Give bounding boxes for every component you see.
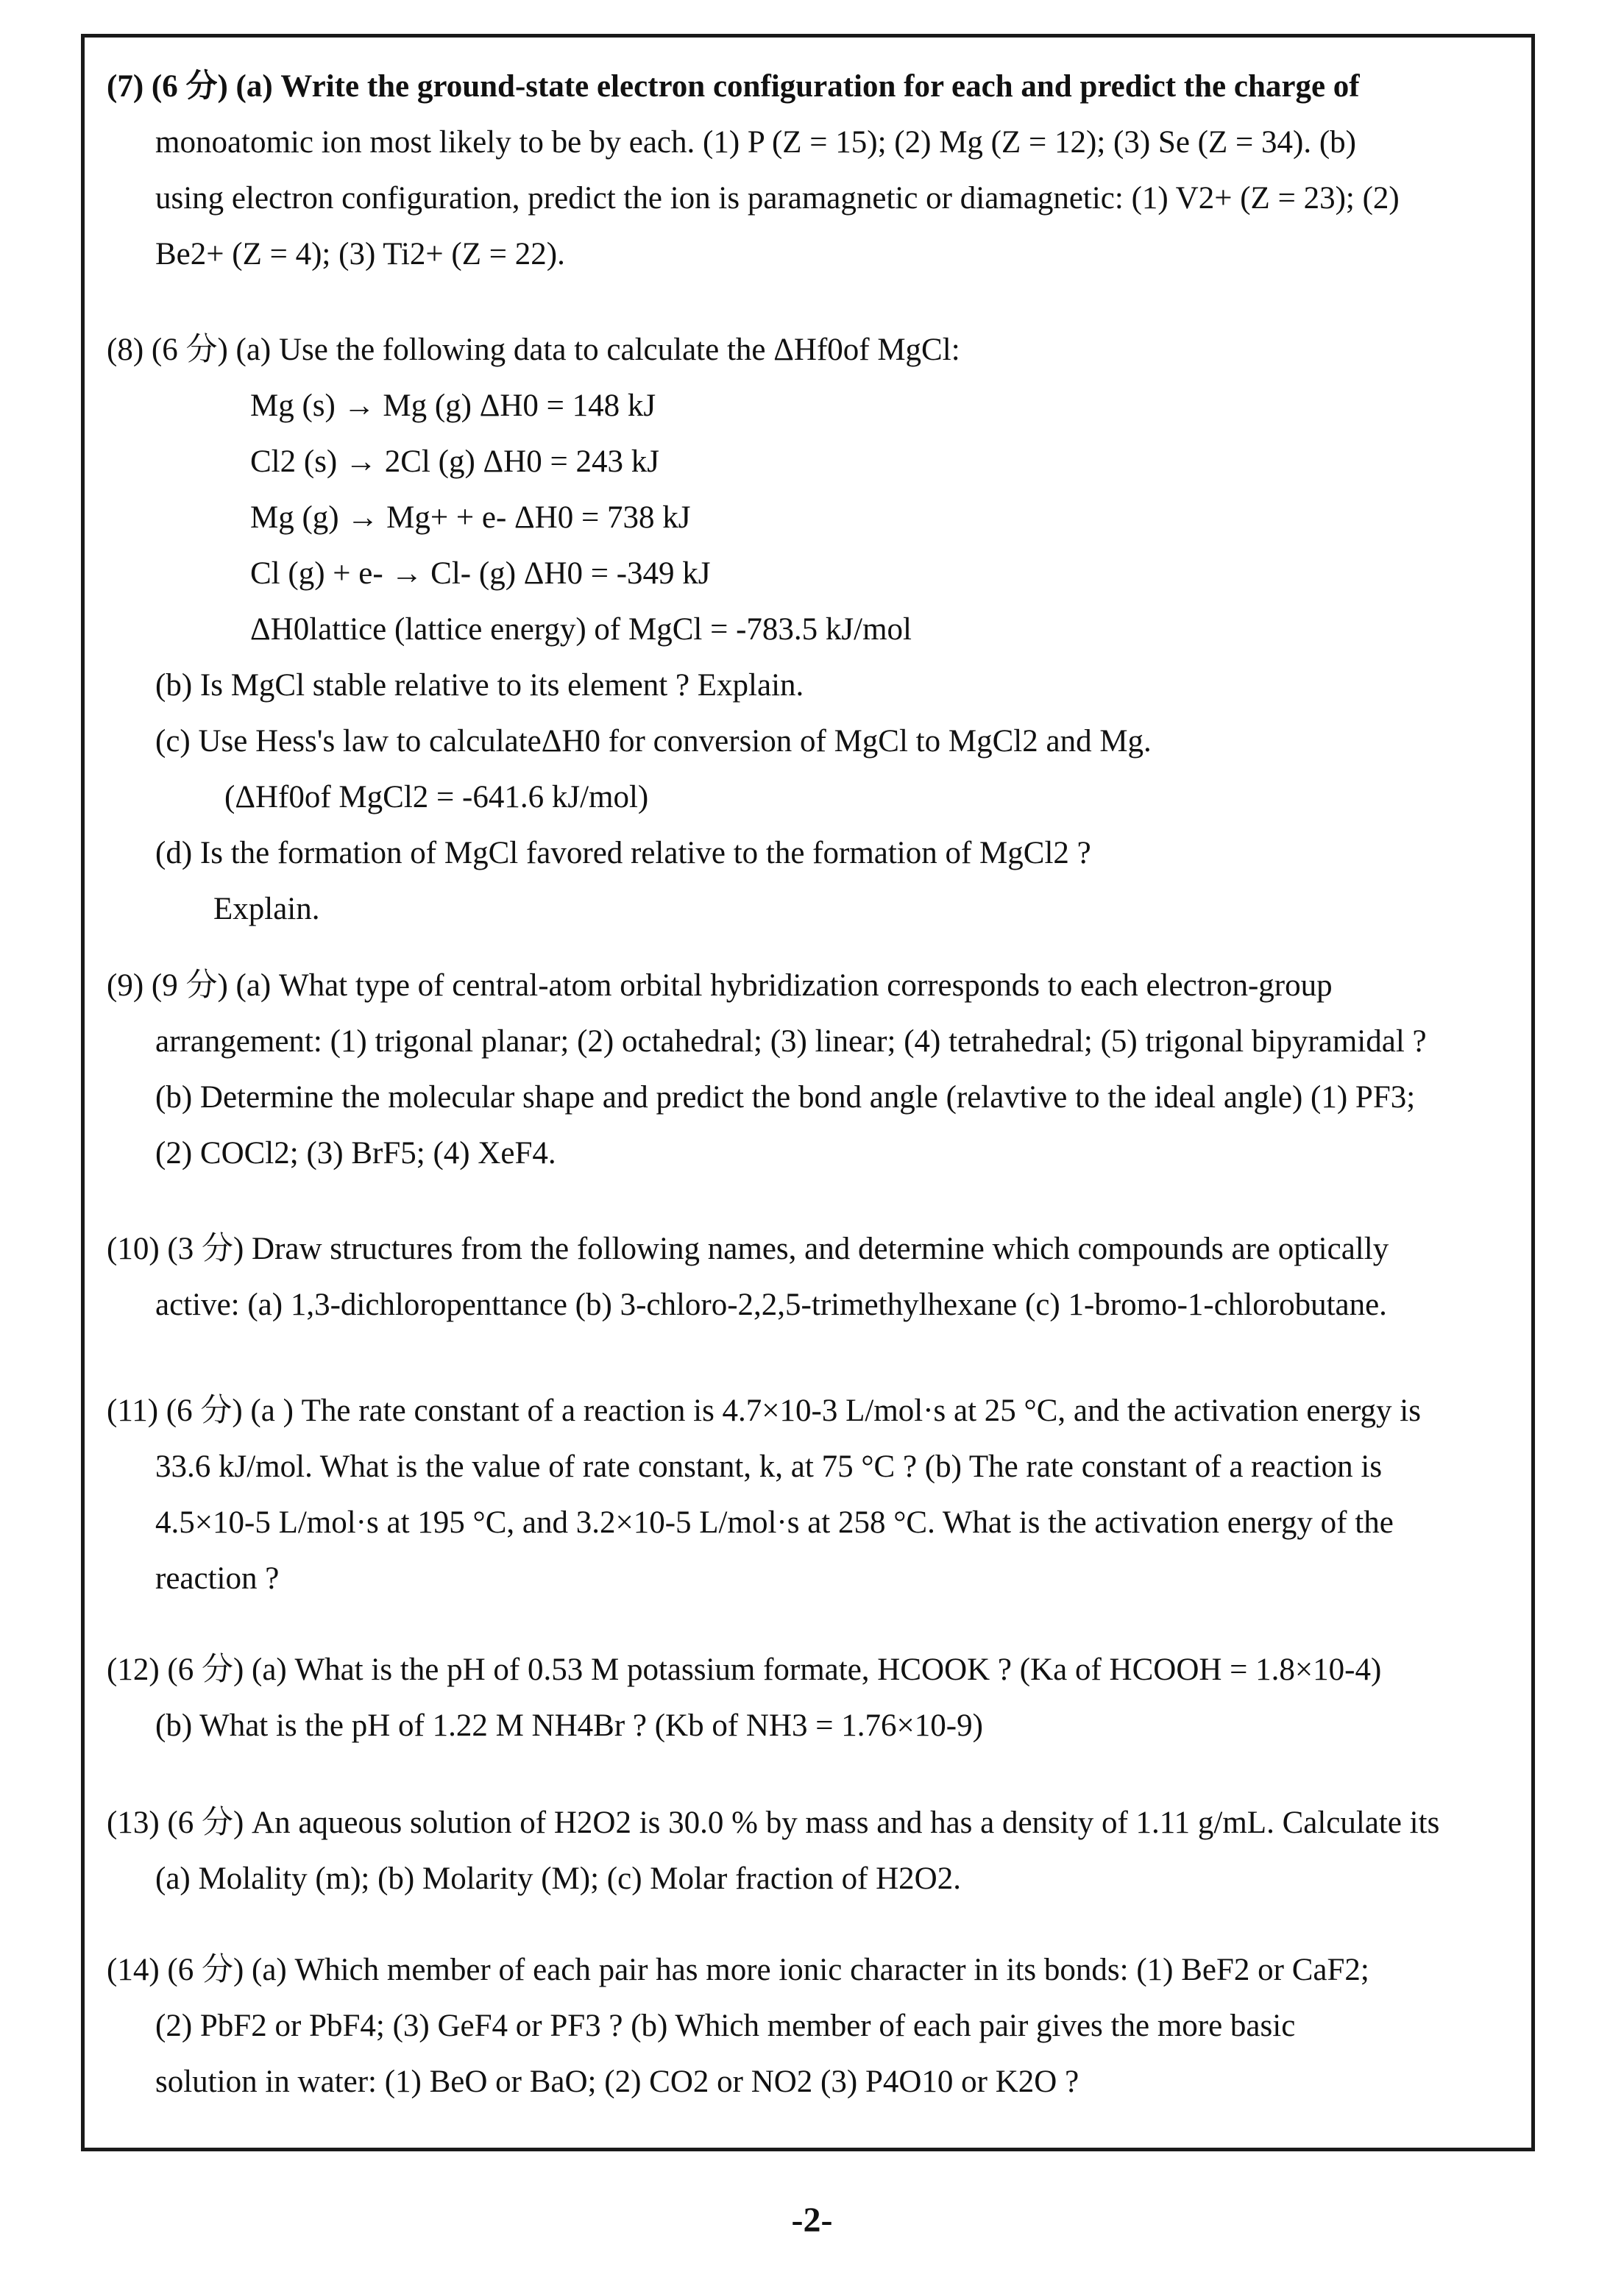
page-number: -2- bbox=[791, 2201, 833, 2240]
q7-line-1: (7) (6 分) (a) Write the ground-state electron configuration for each and predict the charge of bbox=[107, 69, 1360, 104]
q8-eq-1: Mg (s) → Mg (g) ΔH0 = 148 kJ bbox=[250, 388, 656, 423]
q8-part-b: (b) Is MgCl stable relative to its element ? Explain. bbox=[155, 668, 804, 703]
q12-line-2: (b) What is the pH of 1.22 M NH4Br ? (Kb of NH3 = 1.76×10-9) bbox=[155, 1708, 983, 1743]
q8-eq-2: Cl2 (s) → 2Cl (g) ΔH0 = 243 kJ bbox=[250, 444, 659, 479]
question-14 bbox=[107, 1942, 1512, 2110]
q9-line-4: (2) COCl2; (3) BrF5; (4) XeF4. bbox=[155, 1136, 556, 1171]
q12-line-1: (12) (6 分) (a) What is the pH of 0.53 M potassium formate, HCOOK ? (Ka of HCOOH = 1.8×10-4) bbox=[107, 1652, 1382, 1687]
q8-part-c-data: (ΔHf0of MgCl2 = -641.6 kJ/mol) bbox=[224, 780, 649, 814]
q8-eq-3: Mg (g) → Mg+ + e- ΔH0 = 738 kJ bbox=[250, 500, 691, 535]
q9-line-1: (9) (9 分) (a) What type of central-atom orbital hybridization corresponds to each electron-group bbox=[107, 968, 1333, 1003]
q8-eq-4: Cl (g) + e- → Cl- (g) ΔH0 = -349 kJ bbox=[250, 556, 711, 591]
q14-line-2: (2) PbF2 or PbF4; (3) GeF4 or PF3 ? (b) Which member of each pair gives the more basic bbox=[155, 2009, 1296, 2043]
q8-part-d: (d) Is the formation of MgCl favored relative to the formation of MgCl2 ? bbox=[155, 836, 1091, 870]
q9-line-2: arrangement: (1) trigonal planar; (2) octahedral; (3) linear; (4) tetrahedral; (5) trigonal bipyramidal ? bbox=[155, 1024, 1427, 1059]
q14-line-1: (14) (6 分) (a) Which member of each pair has more ionic character in its bonds: (1) BeF2 or CaF2; bbox=[107, 1953, 1369, 1987]
q8-lattice: ΔH0lattice (lattice energy) of MgCl = -783.5 kJ/mol bbox=[250, 612, 912, 647]
q11-line-2: 33.6 kJ/mol. What is the value of rate constant, k, at 75 °C ? (b) The rate constant of a reaction is bbox=[155, 1449, 1383, 1484]
q8-part-c: (c) Use Hess's law to calculateΔH0 for conversion of MgCl to MgCl2 and Mg. bbox=[155, 724, 1152, 759]
q11-line-1: (11) (6 分) (a ) The rate constant of a reaction is 4.7×10-3 L/mol·s at 25 °C, and the activation energy is bbox=[107, 1394, 1421, 1428]
q10-line-2: active: (a) 1,3-dichloropenttance (b) 3-chloro-2,2,5-trimethylhexane (c) 1-bromo-1-chlorobutane. bbox=[155, 1288, 1387, 1322]
q9-line-3: (b) Determine the molecular shape and predict the bond angle (relavtive to the ideal angle) (1) PF3; bbox=[155, 1080, 1416, 1115]
question-9 bbox=[107, 958, 1512, 1182]
q7-line-4: Be2+ (Z = 4); (3) Ti2+ (Z = 22). bbox=[155, 237, 565, 271]
q10-line-1: (10) (3 分) Draw structures from the following names, and determine which compounds are optically bbox=[107, 1232, 1389, 1266]
q7-line-3: using electron configuration, predict the ion is paramagnetic or diamagnetic: (1) V2+ (Z = 23); (2) bbox=[155, 181, 1400, 216]
question-11 bbox=[107, 1383, 1512, 1607]
q13-line-2: (a) Molality (m); (b) Molarity (M); (c) Molar fraction of H2O2. bbox=[155, 1861, 961, 1896]
q11-line-3: 4.5×10-5 L/mol·s at 195 °C, and 3.2×10-5 L/mol·s at 258 °C. What is the activation energy of the bbox=[155, 1505, 1394, 1540]
question-12 bbox=[107, 1642, 1512, 1754]
question-7 bbox=[107, 59, 1512, 283]
question-8 bbox=[107, 322, 1512, 937]
question-10 bbox=[107, 1221, 1512, 1333]
q7-line-2: monoatomic ion most likely to be by each. (1) P (Z = 15); (2) Mg (Z = 12); (3) Se (Z = 34). (b) bbox=[155, 125, 1356, 160]
q8-line-1: (8) (6 分) (a) Use the following data to calculate the ΔHf0of MgCl: bbox=[107, 333, 960, 367]
q8-part-d-explain: Explain. bbox=[213, 892, 320, 926]
question-13 bbox=[107, 1795, 1512, 1907]
q13-line-1: (13) (6 分) An aqueous solution of H2O2 is 30.0 % by mass and has a density of 1.11 g/mL. Calculate its bbox=[107, 1806, 1440, 1840]
q11-line-4: reaction ? bbox=[155, 1561, 280, 1596]
q14-line-3: solution in water: (1) BeO or BaO; (2) CO2 or NO2 (3) P4O10 or K2O ? bbox=[155, 2065, 1079, 2099]
